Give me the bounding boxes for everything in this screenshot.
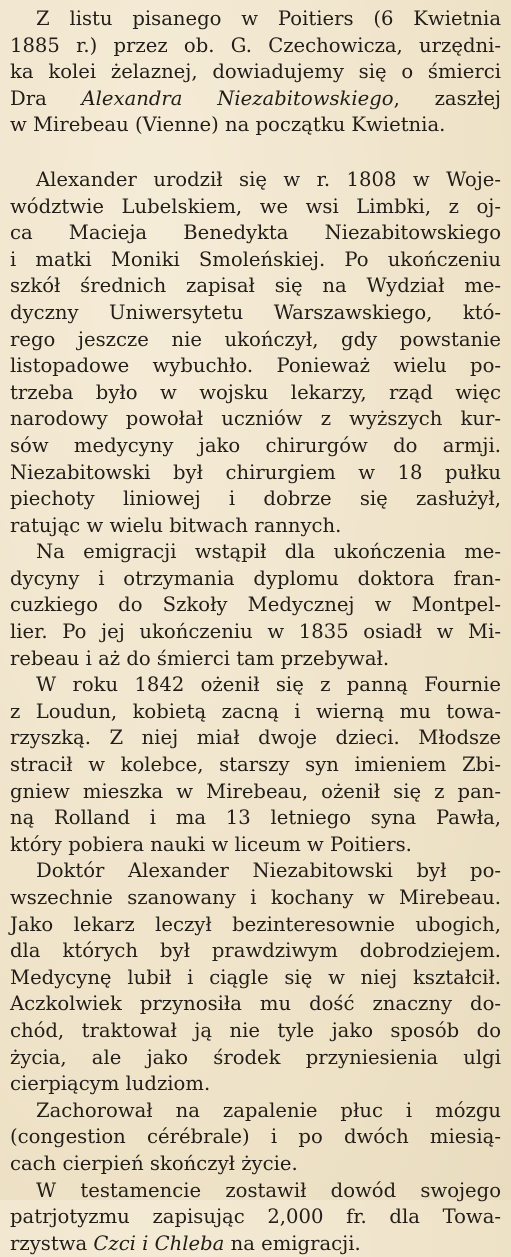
- text-run: cach cierpień skończył życie.: [10, 1151, 298, 1175]
- text-line: [10, 6, 501, 33]
- text-line: [10, 247, 501, 274]
- text-line: [10, 912, 501, 939]
- text-run: (congestion cérébrale) i po dwóch miesią-: [10, 1125, 501, 1149]
- text-line: [10, 832, 501, 859]
- text-run: rzyszką. Z niej miał dwoje dzieci. Młodsze: [10, 726, 501, 750]
- text-run: Z listu pisanego w Poitiers (6 Kwietnia: [36, 7, 501, 30]
- text-run: Alexander urodził się w r. 1808 w Woje-: [36, 167, 501, 191]
- text-line: [10, 112, 501, 139]
- text-run: Zachorował na zapalenie płuc i mózgu: [36, 1098, 501, 1122]
- text-line: [10, 539, 501, 566]
- text-line: [10, 194, 501, 221]
- text-line: [10, 1071, 501, 1098]
- text-run: Doktór Alexander Niezabitowski był po-: [36, 859, 501, 883]
- text-line: [10, 327, 501, 354]
- text-run: rzystwa: [10, 1231, 94, 1255]
- text-line: [10, 59, 501, 86]
- text-line: [10, 885, 501, 912]
- text-line: [10, 752, 501, 779]
- text-run: wództwie Lubelskiem, we wsi Limbki, z oj-: [10, 194, 501, 218]
- text-run: i matki Moniki Smoleńskiej. Po ukończeniu: [10, 247, 501, 271]
- text-line: [10, 33, 501, 60]
- text-run: ca Macieja Benedykta Niezabitowskiego: [10, 221, 501, 245]
- text-run: W testamencie zostawił dowód swojego: [36, 1178, 501, 1202]
- text-line: [10, 646, 501, 673]
- text-run: który pobiera nauki w liceum w Poitiers.: [10, 832, 412, 856]
- text-line: [10, 300, 501, 327]
- text-line: [10, 699, 501, 726]
- text-run: listopadowe wybuchło. Ponieważ wielu po-: [10, 354, 501, 378]
- text-line: [10, 991, 501, 1018]
- text-line: [10, 938, 501, 965]
- text-line: [10, 1018, 501, 1045]
- text-line: [10, 779, 501, 806]
- text-line: [10, 513, 501, 540]
- text-run: sów medycyny jako chirurgów do armji.: [10, 433, 501, 457]
- text-line: [10, 1151, 501, 1178]
- italic-text: Alexandra Niezabitowskiego: [81, 86, 394, 110]
- text-run: w Mirebeau (Vienne) na początku Kwietnia.: [10, 113, 446, 137]
- text-run: rego jeszcze nie ukończył, gdy powstanie: [10, 327, 501, 351]
- text-line: [10, 1124, 501, 1151]
- text-run: Na emigracji wstąpił dla ukończenia me-: [36, 540, 501, 564]
- text-line: [10, 566, 501, 593]
- text-run: trzeba było w wojsku lekarzy, rząd więc: [10, 380, 501, 404]
- text-run: ka kolei żelaznej, dowiadujemy się o śmierci: [10, 60, 501, 84]
- text-run: gniew mieszka w Mirebeau, ożenił się z pan-: [10, 779, 501, 803]
- article-body: [10, 6, 501, 1257]
- article-paragraph: [10, 6, 501, 139]
- article-paragraph: [10, 672, 501, 858]
- italic-text: Czci i Chleba: [93, 1231, 225, 1255]
- text-line: [10, 592, 501, 619]
- text-run: Aczkolwiek przynosiła mu dość znaczny do-: [10, 992, 501, 1016]
- text-line: [10, 353, 501, 380]
- text-run: z Loudun, kobietą zacną i wierną mu towa-: [10, 699, 501, 723]
- text-run: narodowy powołał uczniów z wyższych kur-: [10, 407, 501, 431]
- paragraph-gap: [10, 139, 501, 167]
- text-line: [10, 486, 501, 513]
- article-paragraph: [10, 1178, 501, 1257]
- text-line: [10, 725, 501, 752]
- text-run: ratując w wielu bitwach rannych.: [10, 513, 342, 537]
- text-run: cierpiącym ludziom.: [10, 1072, 211, 1096]
- text-run: chód, traktował ją nie tyle jako sposób do: [10, 1018, 501, 1042]
- text-line: [10, 672, 501, 699]
- text-run: , zaszłej: [393, 86, 501, 110]
- text-run: piechoty liniowej i dobrze się zasłużył,: [10, 487, 501, 511]
- text-line: [10, 220, 501, 247]
- text-run: dycyny i otrzymania dyplomu doktora fran-: [10, 566, 501, 590]
- text-run: Dra: [10, 86, 82, 110]
- text-run: wszechnie szanowany i kochany w Mirebeau.: [10, 886, 501, 909]
- text-run: stracił w kolebce, starszy syn imieniem Zbi-: [10, 753, 501, 777]
- text-line: [10, 433, 501, 460]
- text-run: rebeau i aż do śmierci tam przebywał.: [10, 646, 390, 670]
- text-line: [10, 86, 501, 113]
- text-run: życia, ale jako środek przyniesienia ulgi: [10, 1045, 501, 1069]
- article-paragraph: [10, 1098, 501, 1178]
- text-run: patrjotyzmu zapisując 2,000 fr. dla Towa-: [10, 1205, 501, 1229]
- text-run: szkół średnich zapisał się na Wydział me-: [10, 274, 501, 298]
- text-run: W roku 1842 ożenił się z panną Fournie: [36, 673, 501, 697]
- text-run: cuzkiego do Szkoły Medycznej w Montpel-: [10, 593, 501, 617]
- text-line: [10, 380, 501, 407]
- text-run: dla których był prawdziwym dobrodziejem.: [10, 939, 501, 963]
- article-paragraph: [10, 539, 501, 672]
- text-run: 1885 r.) przez ob. G. Czechowicza, urzędni-: [10, 33, 501, 57]
- text-line: [10, 406, 501, 433]
- text-line: [10, 1231, 501, 1257]
- text-run: Niezabitowski był chirurgiem w 18 pułku: [10, 460, 501, 484]
- text-line: [10, 619, 501, 646]
- text-line: [10, 273, 501, 300]
- article-paragraph: [10, 167, 501, 539]
- text-line: [10, 1098, 501, 1125]
- text-run: na emigracji.: [224, 1231, 361, 1255]
- article-paragraph: [10, 858, 501, 1097]
- text-run: Jako lekarz leczył bezinteresownie ubogich,: [10, 912, 501, 936]
- text-line: [10, 858, 501, 885]
- text-line: [10, 1204, 501, 1231]
- text-line: [10, 460, 501, 487]
- text-run: Medycynę lubił i ciągle się w niej kształcił.: [10, 965, 501, 989]
- text-line: [10, 1178, 501, 1205]
- text-line: [10, 965, 501, 992]
- text-run: lier. Po jej ukończeniu w 1835 osiadł w Mi-: [10, 620, 501, 644]
- text-line: [10, 1045, 501, 1072]
- text-line: [10, 167, 501, 194]
- text-run: ną Rolland i ma 13 letniego syna Pawła,: [10, 806, 501, 830]
- text-run: dyczny Uniwersytetu Warszawskiego, któ-: [10, 300, 501, 324]
- text-line: [10, 805, 501, 832]
